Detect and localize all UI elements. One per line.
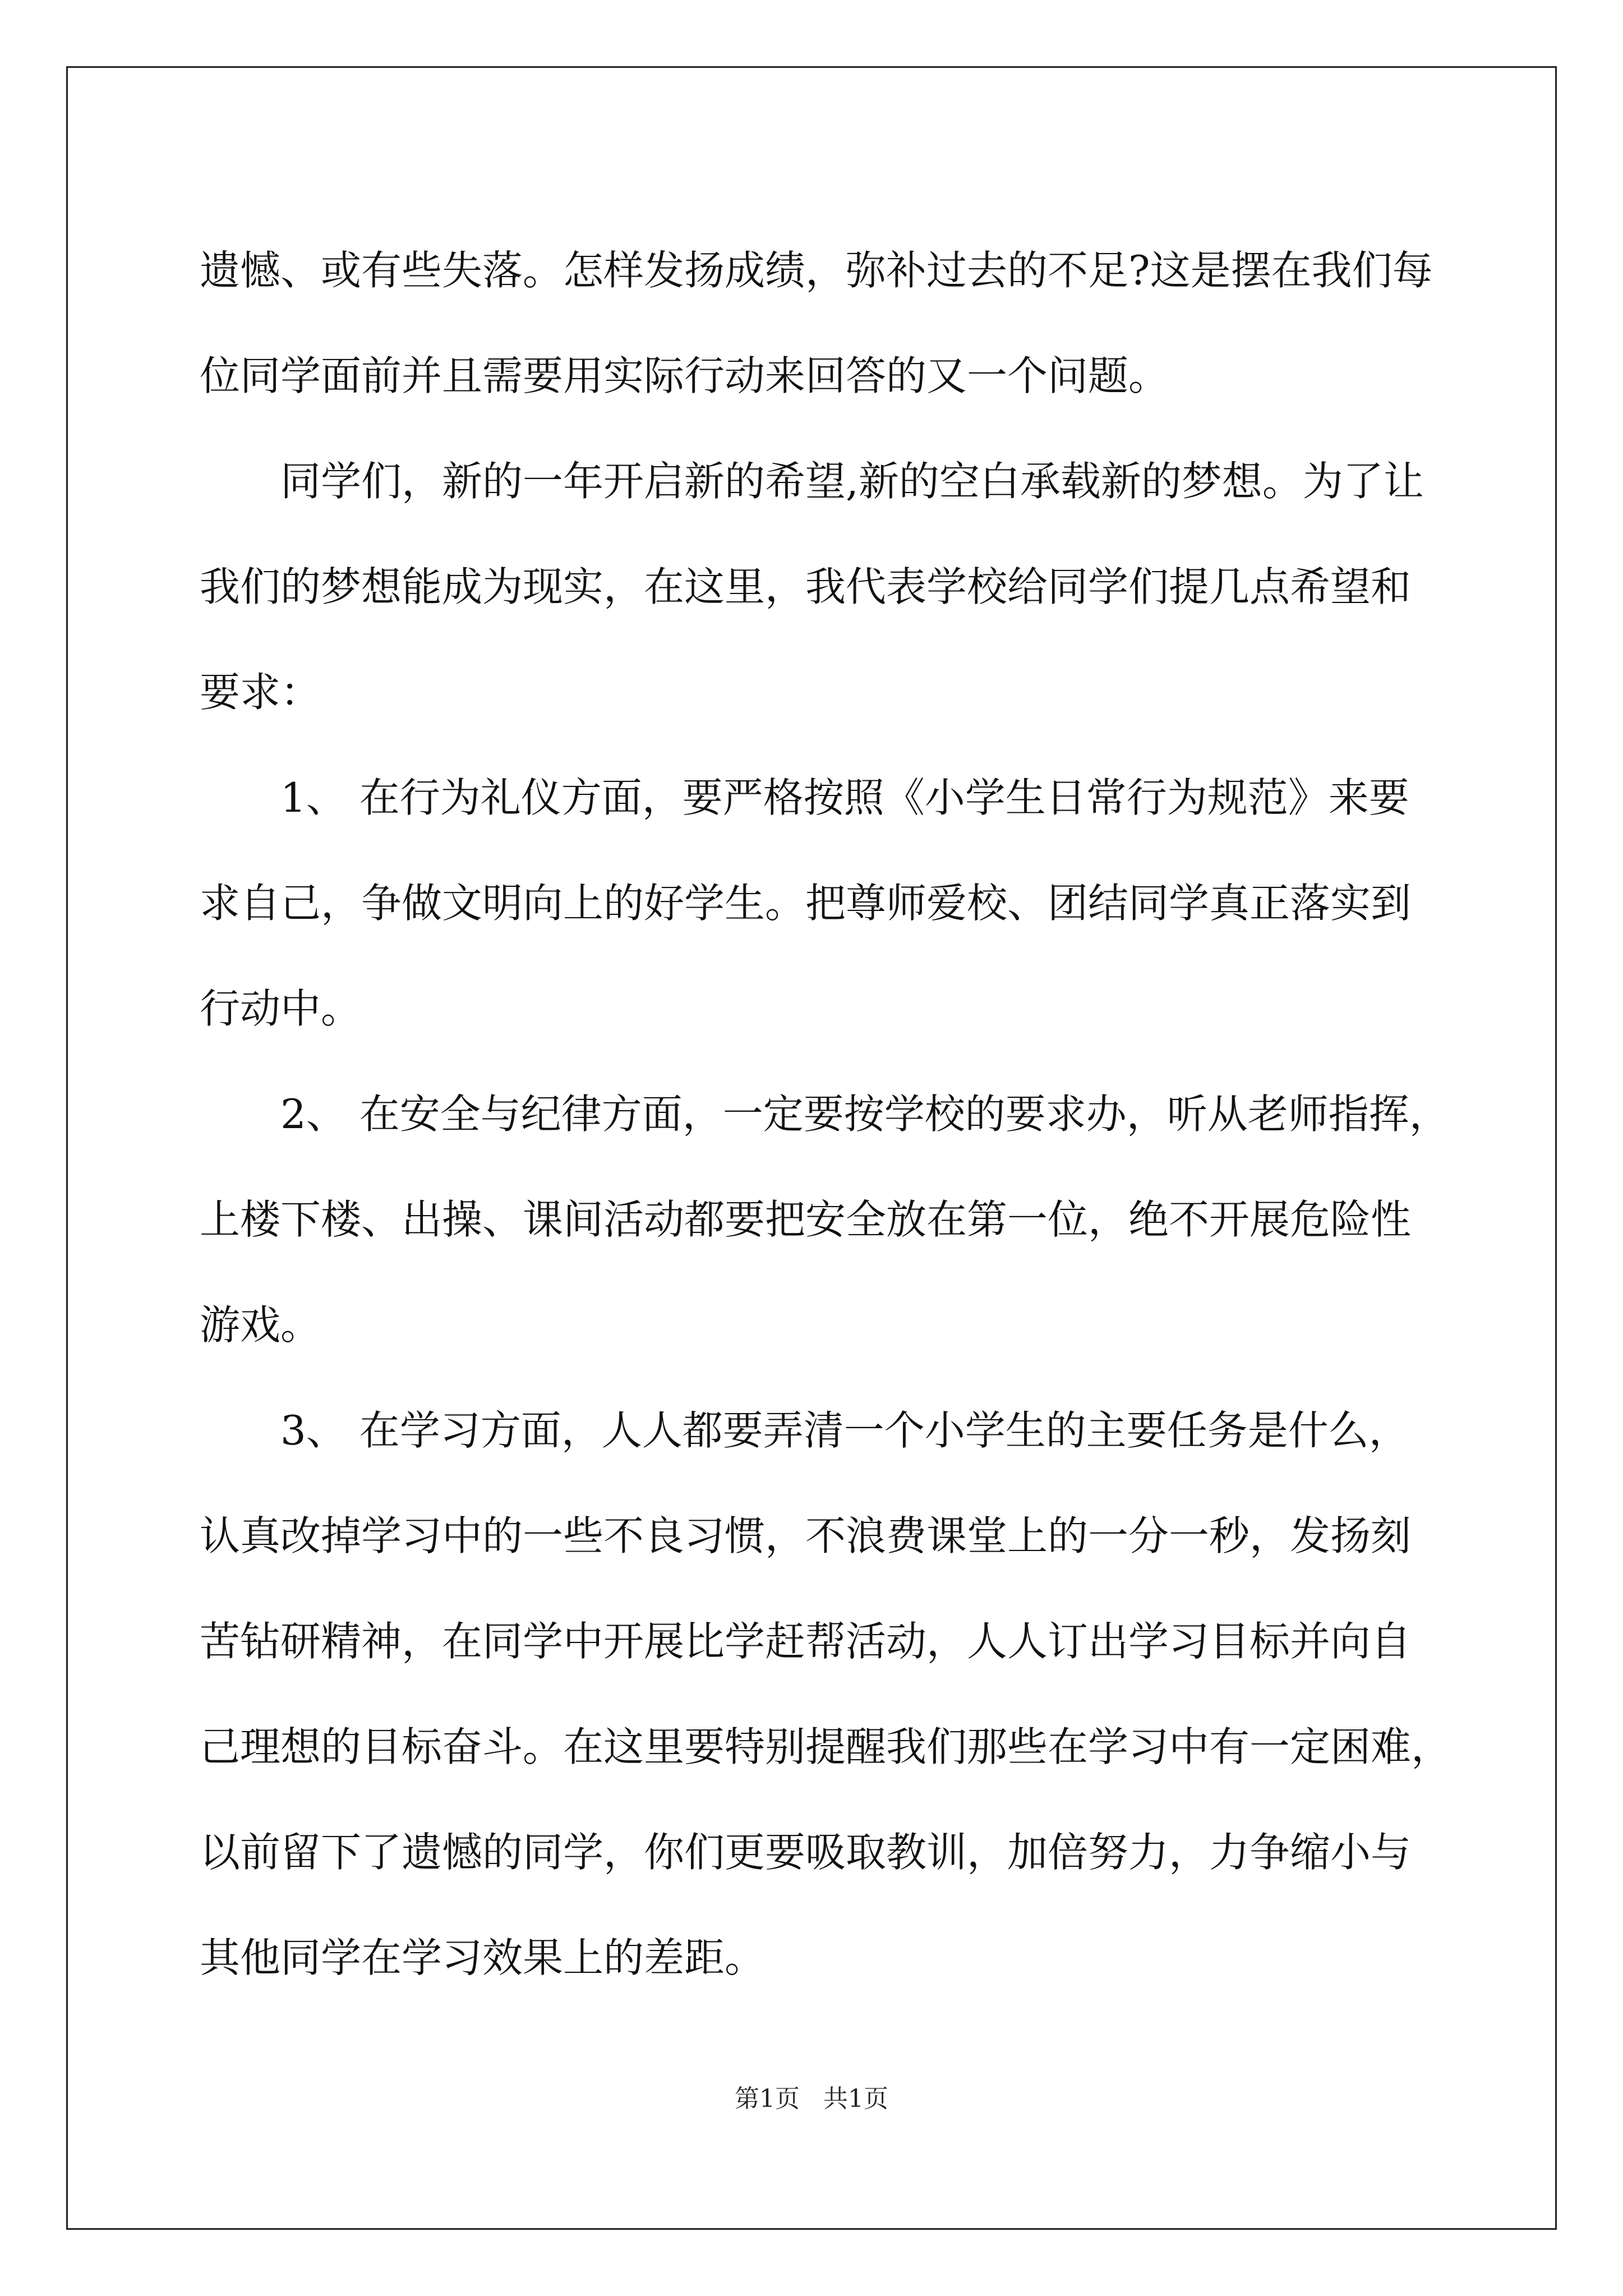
- page-number-total: 共1页: [823, 2085, 888, 2113]
- text-line: 以前留下了遗憾的同学，你们更要吸取教训，加倍努力，力争缩小与: [200, 1829, 1412, 1876]
- text-line: 我们的梦想能成为现实，在这里，我代表学校给同学们提几点希望和: [200, 563, 1412, 610]
- text-line: 1、 在行为礼仪方面，要严格按照《小学生日常行为规范》来要: [200, 774, 1409, 821]
- text-line: 己理想的目标奋斗。在这里要特别提醒我们那些在学习中有一定困难，: [200, 1723, 1452, 1770]
- text-line: 2、 在安全与纪律方面，一定要按学校的要求办，听从老师指挥，: [200, 1091, 1450, 1138]
- page-footer: [0, 2082, 1623, 2116]
- text-line: 游戏。: [200, 1301, 321, 1349]
- text-line: 同学们，新的一年开启新的希望,新的空白承载新的梦想。为了让: [200, 458, 1424, 505]
- text-line: 要求：: [200, 669, 321, 716]
- text-line: 行动中。: [200, 985, 362, 1032]
- text-line: 求自己，争做文明向上的好学生。把尊师爱校、团结同学真正落实到: [200, 880, 1412, 927]
- text-line: 3、 在学习方面，人人都要弄清一个小学生的主要任务是什么，: [200, 1407, 1409, 1454]
- text-line: 位同学面前并且需要用实际行动来回答的又一个问题。: [200, 352, 1169, 399]
- text-line: 上楼下楼、出操、课间活动都要把安全放在第一位，绝不开展危险性: [200, 1196, 1412, 1243]
- text-line: 认真改掉学习中的一些不良习惯，不浪费课堂上的一分一秒，发扬刻: [200, 1512, 1412, 1559]
- text-line: 遗憾、或有些失落。怎样发扬成绩，弥补过去的不足?这是摆在我们每: [200, 247, 1433, 294]
- text-line: 苦钻研精神，在同学中开展比学赶帮活动，人人订出学习目标并向自: [200, 1618, 1412, 1665]
- document-body: [200, 218, 1452, 2010]
- page-number-current: 第1页: [735, 2085, 800, 2113]
- text-line: 其他同学在学习效果上的差距。: [200, 1934, 766, 1981]
